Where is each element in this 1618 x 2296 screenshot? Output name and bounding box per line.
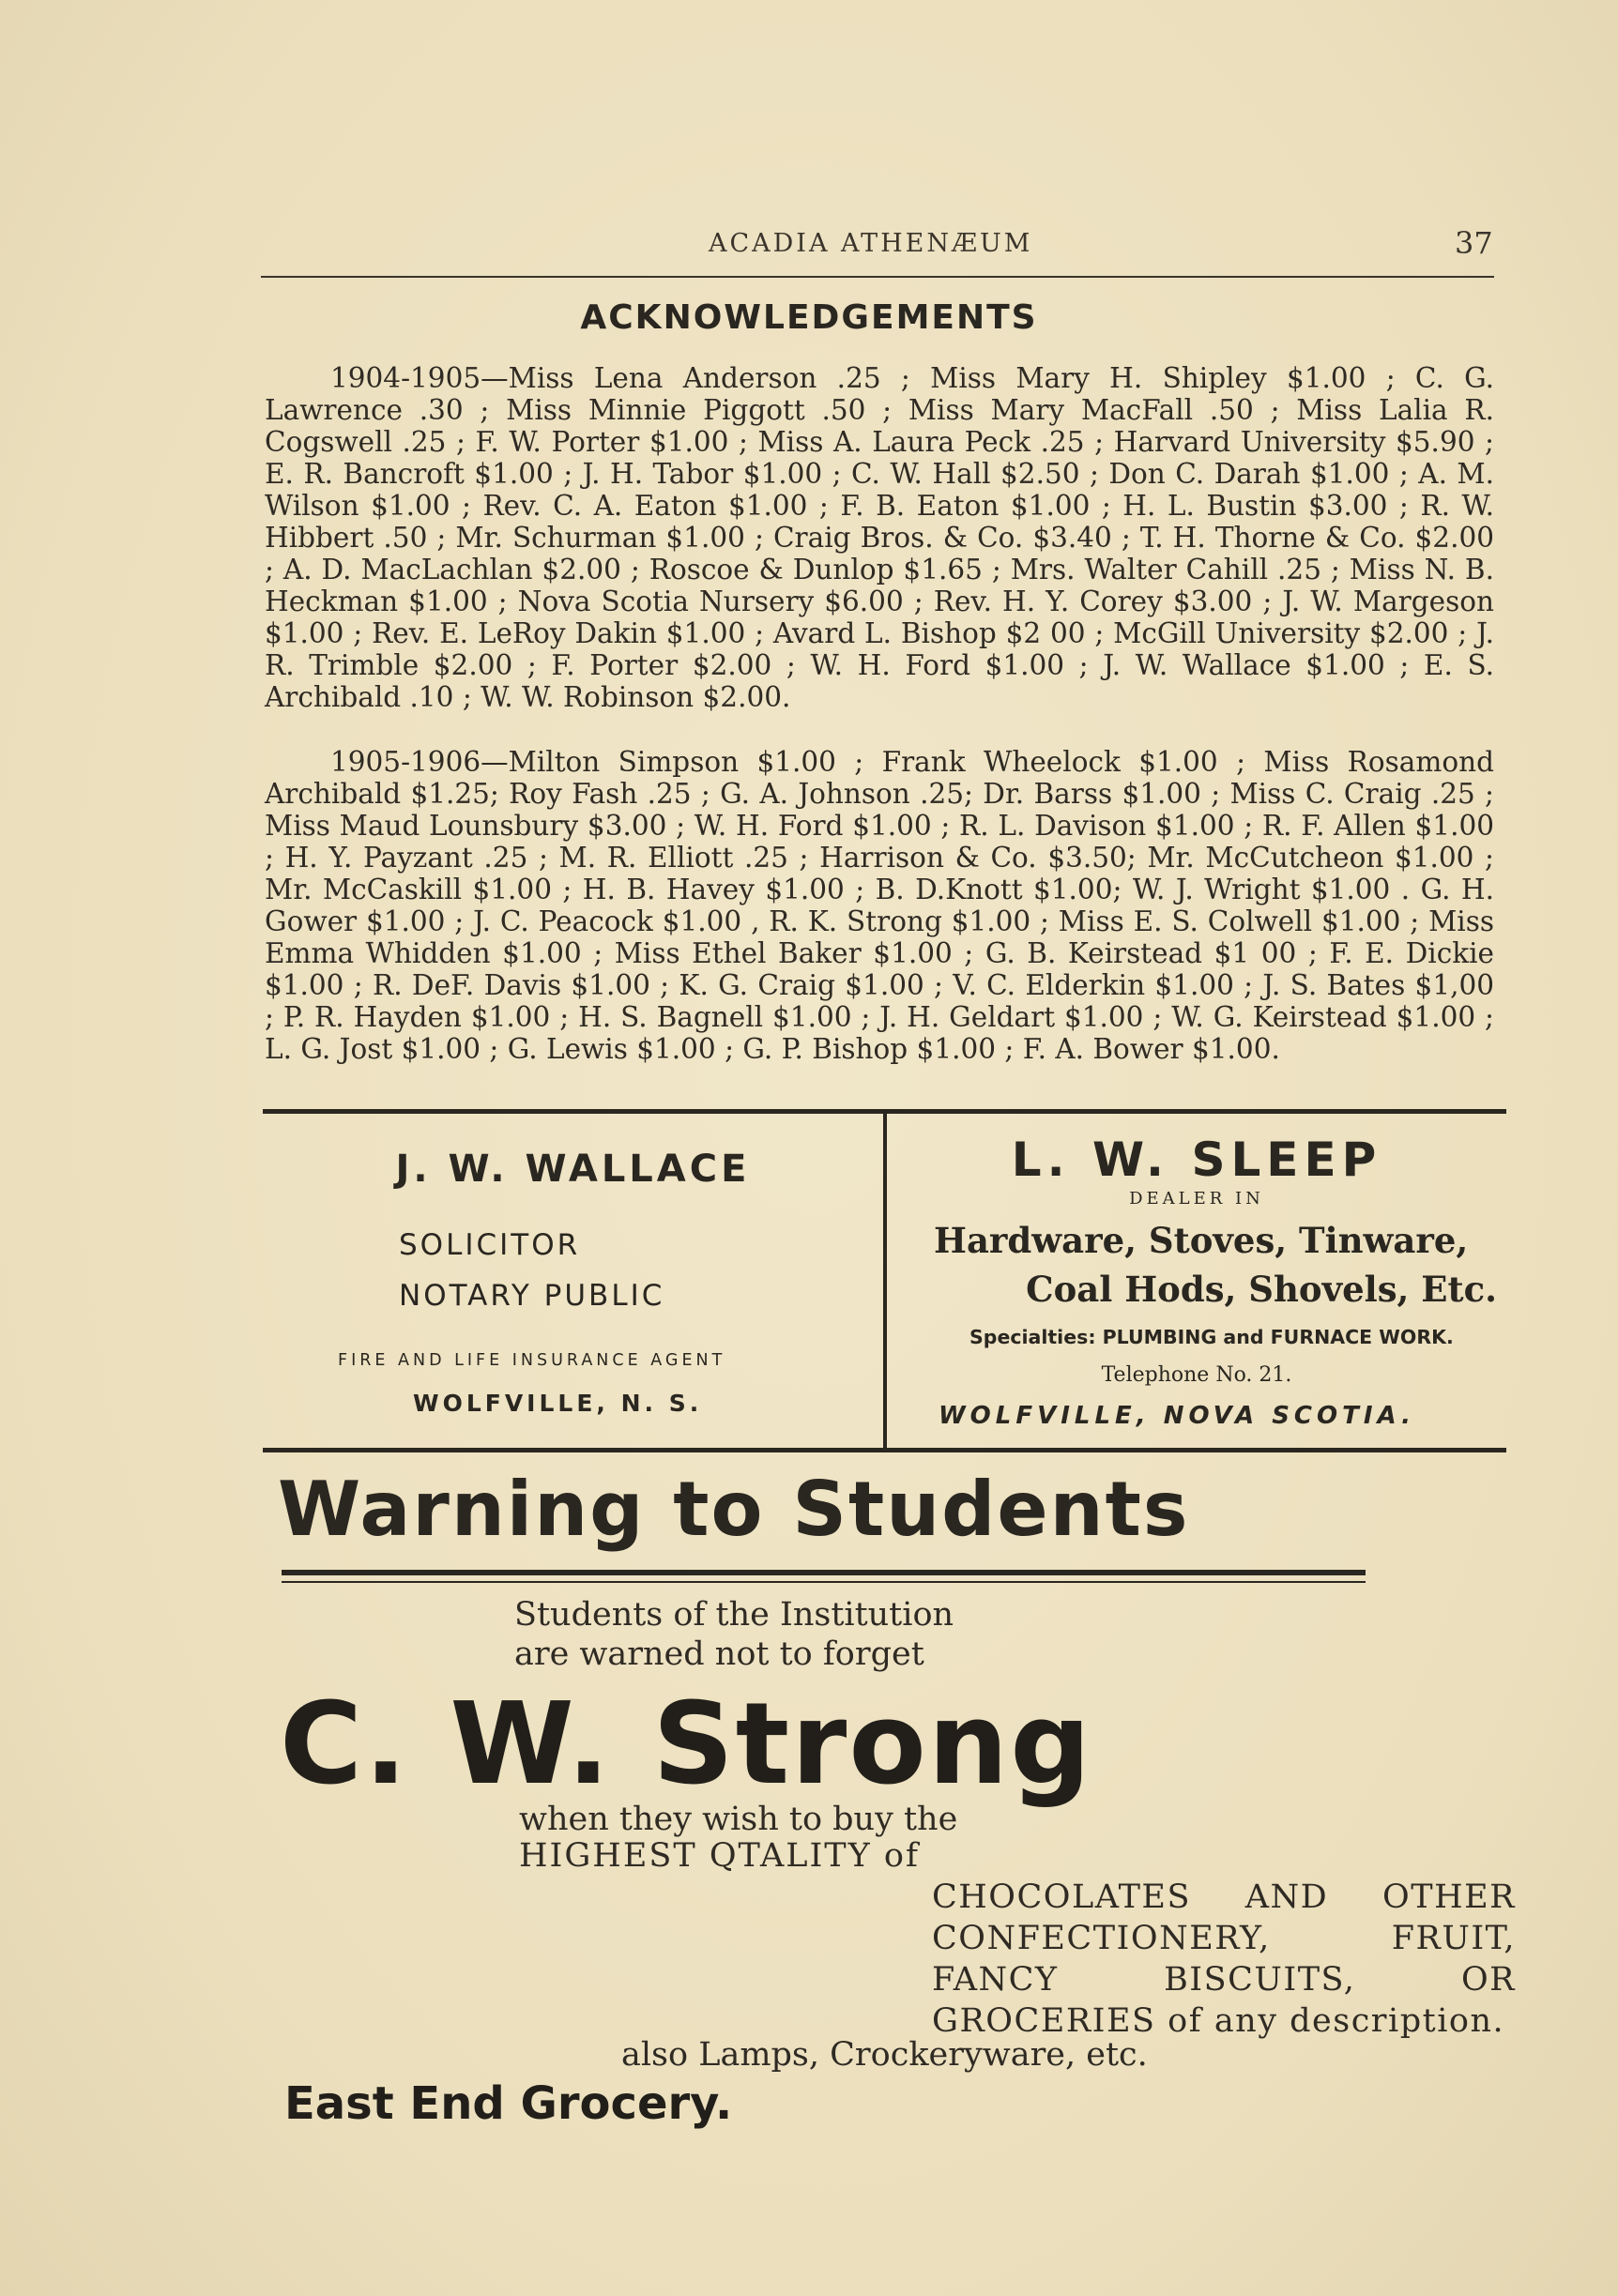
acknowledgements-title: ACKNOWLEDGEMENTS: [580, 298, 1038, 337]
warning-goods: CHOCOLATES AND OTHER CONFECTIONERY, FRUIT, FANCY BISCUITS, OR GROCERIES of any description.: [932, 1878, 1516, 2040]
warning-also-line: also Lamps, Crockeryware, etc.: [621, 2036, 1148, 2074]
wallace-insurance: FIRE AND LIFE INSURANCE AGENT: [338, 1351, 726, 1370]
warning-rule-thin: [282, 1581, 1366, 1583]
warning-when-line: when they wish to buy the: [519, 1801, 958, 1838]
header-rule: [261, 276, 1494, 278]
sleep-name: L. W. SLEEP: [1011, 1133, 1382, 1187]
wallace-name: J. W. WALLACE: [395, 1148, 751, 1191]
warning-title: Warning to Students: [278, 1466, 1190, 1553]
warning-intro-line2: are warned not to forget: [514, 1635, 924, 1673]
warning-rule-thick: [282, 1570, 1366, 1575]
sleep-goods-line2: Coal Hods, Shovels, Etc.: [1026, 1269, 1497, 1310]
page-number: 37: [1455, 225, 1493, 261]
wallace-notary: NOTARY PUBLIC: [399, 1279, 665, 1313]
acknowledgements-paragraph: 1905-1906—Milton Simpson $1.00 ; Frank Wheelock $1.00 ; Miss Rosamond Archibald $1.25; Roy Fash .25 ; G. A. Johnson .25; Dr. Barss $1.00 ; Miss C. Craig .25 ; Miss Maud Lounsbury $3.00 ; W. H. Ford $1.00 ; R. L. Davison $1.00 ; R. F. Allen $1.00 ; H. Y. Payzant .25 ; M. R. Elliott .25 ; Harrison & Co. $3.50; Mr. McCutcheon $1.00 ; Mr. McCaskill $1.00 ; H. B. Havey $1.00 ; B. D.Knott $1.00; W. J. Wright $1.00 . G. H. Gower $1.00 ; J. C. Peacock $1.00 , R. K. Strong $1.00 ; Miss E. S. Colwell $1.00 ; Miss Emma Whidden $1.00 ; Miss Ethel Baker $1.00 ; G. B. Keirstead $1 00 ; F. E. Dickie $1.00 ; R. DeF. Davis $1.00 ; K. G. Craig $1.00 ; V. C. Elderkin $1.00 ; J. S. Bates $1,00 ; P. R. Hayden $1.00 ; H. S. Bagnell $1.00 ; J. H. Geldart $1.00 ; W. G. Keirstead $1.00 ; L. G. Jost $1.00 ; G. Lewis $1.00 ; G. P. Bishop $1.00 ; F. A. Bower $1.00.: [265, 746, 1494, 1065]
warning-intro: [514, 1595, 954, 1674]
acknowledgements-1904-1905: [265, 362, 1494, 713]
acknowledgements-1905-1906: [265, 746, 1494, 1065]
warning-highest-line: HIGHEST QTALITY of: [519, 1837, 920, 1875]
ad-sleep: [887, 1114, 1506, 1448]
merchant-name: C. W. Strong: [280, 1680, 1093, 1810]
sleep-dealer-in: DEALER IN: [1129, 1189, 1264, 1209]
sleep-goods-line1: Hardware, Stoves, Tinware,: [934, 1220, 1469, 1261]
sleep-location: WOLFVILLE, NOVA SCOTIA.: [939, 1402, 1415, 1430]
store-name: East End Grocery.: [284, 2077, 733, 2130]
wallace-solicitor: SOLICITOR: [399, 1228, 581, 1262]
running-head: ACADIA ATHENÆUM: [709, 229, 1033, 258]
sleep-telephone: Telephone No. 21.: [1101, 1363, 1292, 1387]
acknowledgements-paragraph: 1904-1905—Miss Lena Anderson .25 ; Miss Mary H. Shipley $1.00 ; C. G. Lawrence .30 ; Miss Minnie Piggott .50 ; Miss Mary MacFall .50 ; Miss Lalia R. Cogswell .25 ; F. W. Porter $1.00 ; Miss A. Laura Peck .25 ; Harvard University $5.90 ; E. R. Bancroft $1.00 ; J. H. Tabor $1.00 ; C. W. Hall $2.50 ; Don C. Darah $1.00 ; A. M. Wilson $1.00 ; Rev. C. A. Eaton $1.00 ; F. B. Eaton $1.00 ; H. L. Bustin $3.00 ; R. W. Hibbert .50 ; Mr. Schurman $1.00 ; Craig Bros. & Co. $3.40 ; T. H. Thorne & Co. $2.00 ; A. D. MacLachlan $2.00 ; Roscoe & Dunlop $1.65 ; Mrs. Walter Cahill .25 ; Miss N. B. Heckman $1.00 ; Nova Scotia Nursery $6.00 ; Rev. H. Y. Corey $3.00 ; J. W. Margeson $1.00 ; Rev. E. LeRoy Dakin $1.00 ; Avard L. Bishop $2 00 ; McGill University $2.00 ; J. R. Trimble $2.00 ; F. Porter $2.00 ; W. H. Ford $1.00 ; J. W. Wallace $1.00 ; E. S. Archibald .10 ; W. W. Robinson $2.00.: [265, 362, 1494, 713]
ad-wallace: [263, 1114, 883, 1448]
sleep-specialties: Specialties: PLUMBING and FURNACE WORK.: [969, 1326, 1454, 1348]
ads-bottom-rule: [263, 1448, 1506, 1452]
warning-intro-line1: Students of the Institution: [514, 1596, 954, 1634]
wallace-location: WOLFVILLE, N. S.: [413, 1390, 703, 1417]
